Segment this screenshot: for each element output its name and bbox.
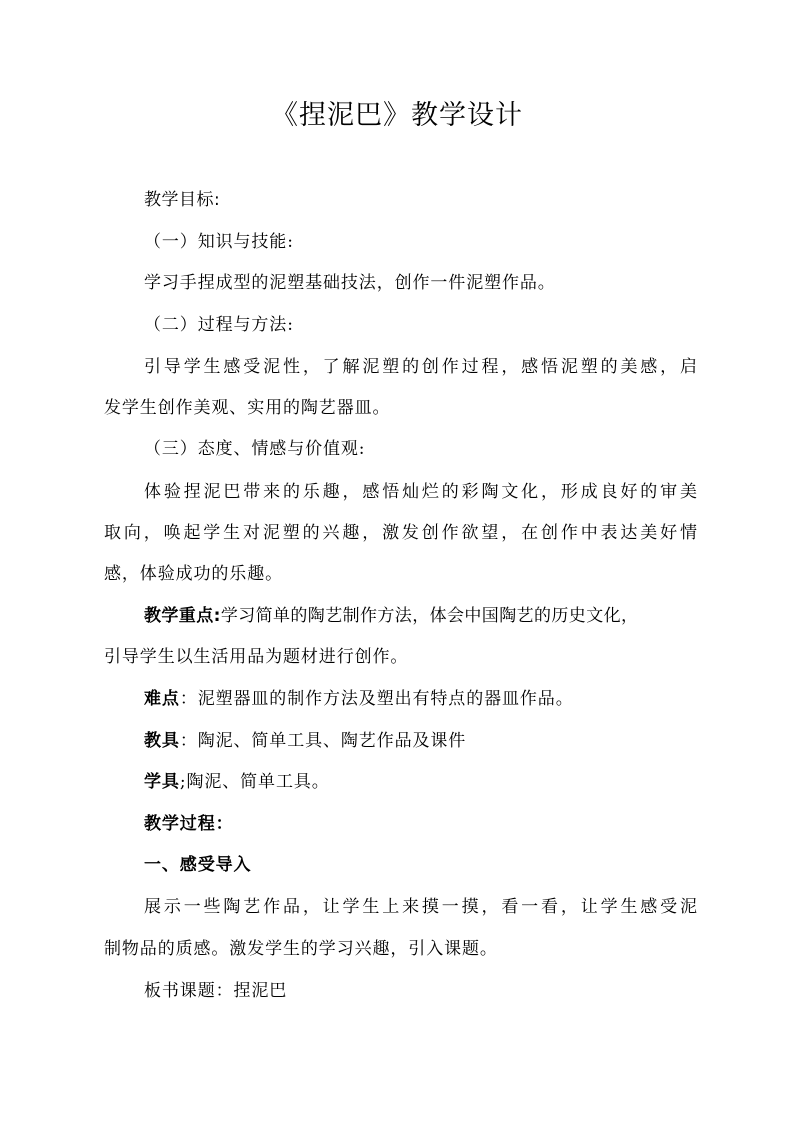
attitude-values-line-2: 取向，唤起学生对泥塑的兴趣，激发创作欲望，在创作中表达美好情 (104, 523, 697, 543)
objectives-heading: 教学目标: (144, 190, 221, 210)
student-tools (144, 770, 330, 794)
subsection-attitude-values: （三）态度、情感与价值观: (144, 439, 366, 459)
subsection-process-methods: （二）过程与方法: (144, 315, 294, 335)
attitude-values-line-1: 体验捏泥巴带来的乐趣，感悟灿烂的彩陶文化，形成良好的审美 (144, 482, 697, 502)
teaching-tools-text: ：陶泥、简单工具、陶艺作品及课件 (179, 731, 467, 751)
difficulty (144, 687, 574, 711)
teaching-tools-label: 教具 (144, 731, 180, 751)
difficulty-label: 难点 (144, 689, 180, 709)
difficulty-text: ：泥塑器皿的制作方法及塑出有特点的器皿作品。 (179, 689, 574, 709)
attitude-values-line-3: 感，体验成功的乐趣。 (104, 564, 283, 584)
process-methods-line-1: 引导学生感受泥性，了解泥塑的创作过程，感悟泥塑的美感，启 (144, 357, 697, 377)
student-tools-text: ;陶泥、简单工具。 (179, 772, 330, 792)
teaching-tools (144, 729, 466, 753)
student-tools-label: 学具 (144, 772, 180, 792)
teaching-key-points (144, 604, 638, 628)
teaching-key-points-text: 学习简单的陶艺制作方法，体会中国陶艺的历史文化， (220, 606, 639, 626)
board-title: 板书课题：捏泥巴 (144, 981, 288, 1001)
teaching-key-points-line-2: 引导学生以生活用品为题材进行创作。 (104, 647, 409, 667)
teaching-key-points-label: 教学重点: (144, 606, 221, 626)
step1-line-2: 制物品的质感。激发学生的学习兴趣，引入课题。 (104, 939, 498, 959)
step1-heading: 一、感受导入 (144, 855, 252, 875)
step1-line-1: 展示一些陶艺作品，让学生上来摸一摸，看一看，让学生感受泥 (144, 897, 697, 917)
document-title: 《捏泥巴》教学设计 (271, 100, 523, 131)
process-methods-line-2: 发学生创作美观、实用的陶艺器皿。 (104, 398, 391, 418)
subsection-knowledge-skills: （一）知识与技能: (144, 232, 294, 252)
teaching-process-heading: 教学过程： (144, 814, 234, 834)
knowledge-skills-text: 学习手捏成型的泥塑基础技法，创作一件泥塑作品。 (144, 273, 556, 293)
